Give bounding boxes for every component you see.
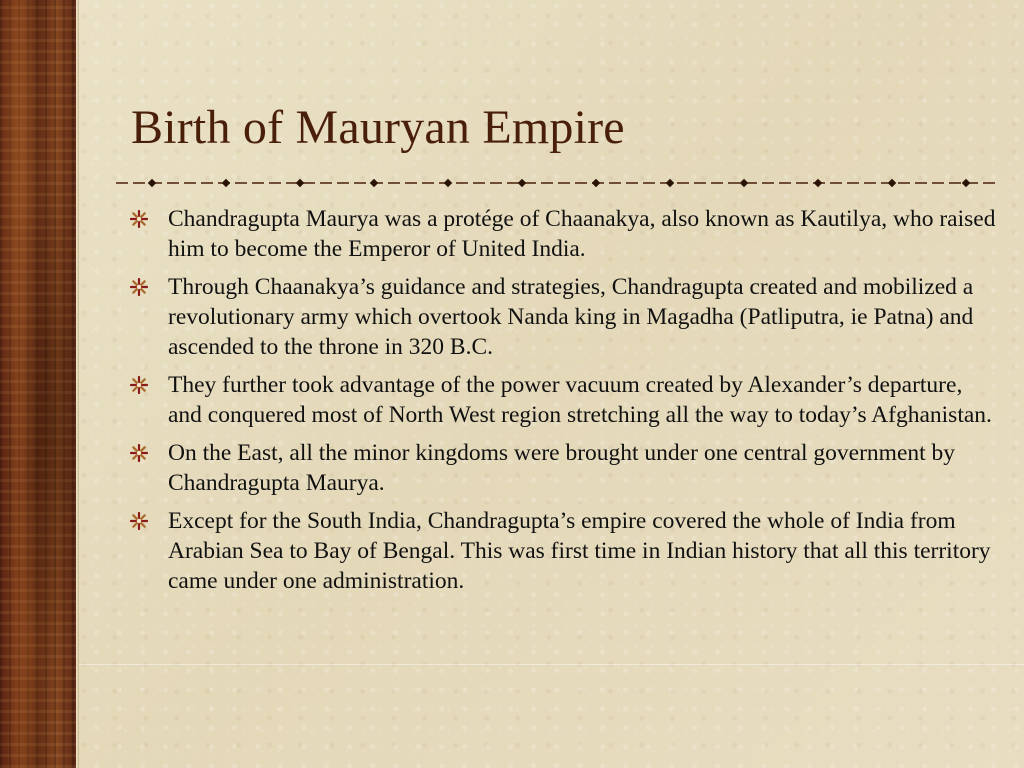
starburst-icon (130, 278, 148, 296)
list-item (130, 204, 1000, 264)
bullet-text: Chandragupta Maurya was a protége of Chaanakya, also known as Kautilya, who raised him to become the Emperor of United India. (168, 206, 996, 262)
starburst-icon (130, 376, 148, 394)
decorative-side-band (0, 0, 76, 768)
slide-title: Birth of Mauryan Empire (131, 101, 625, 154)
list-item (130, 506, 1000, 596)
side-band-edge (76, 0, 79, 768)
bullet-text: They further took advantage of the power vacuum created by Alexander’s departure, and conquered most of North West region stretching all the way to today’s Afghanistan. (168, 372, 992, 428)
list-item (130, 272, 1000, 362)
starburst-icon (130, 444, 148, 462)
starburst-icon (130, 210, 148, 228)
list-item (130, 438, 1000, 498)
bullet-text: Except for the South India, Chandragupta’s empire covered the whole of India from Arabian Sea to Bay of Bengal. This was first time in Indian history that all this territory came under one administration. (168, 508, 991, 594)
footer-divider (79, 664, 1024, 665)
list-item (130, 370, 1000, 430)
bullet-list (130, 204, 1000, 604)
starburst-icon (130, 512, 148, 530)
decorative-divider (116, 176, 996, 190)
bullet-text: On the East, all the minor kingdoms were brought under one central government by Chandragupta Maurya. (168, 440, 956, 496)
bullet-text: Through Chaanakya’s guidance and strategies, Chandragupta created and mobilized a revolutionary army which overtook Nanda king in Magadha (Patliputra, ie Patna) and ascended to the throne in 320 B.C. (168, 274, 974, 360)
